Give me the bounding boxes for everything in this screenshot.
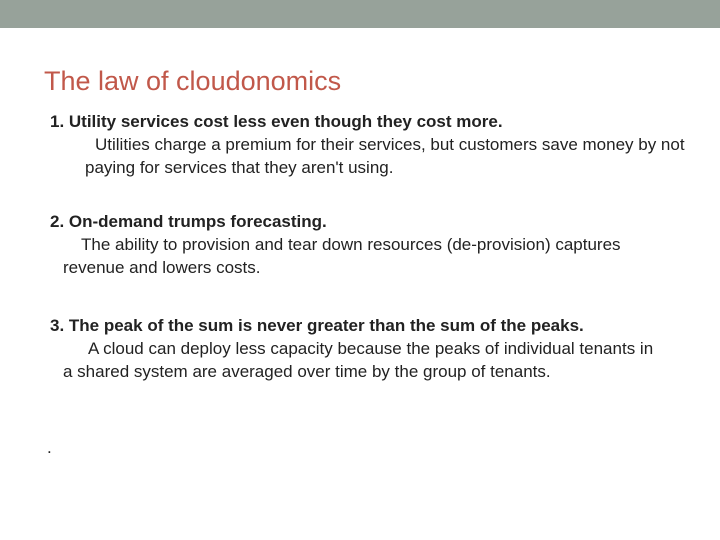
law-point-2 — [50, 210, 690, 279]
law-point-body: Utilities charge a premium for their services, but customers save money by not paying for services that they aren't using. — [85, 135, 685, 177]
slide-title: The law of cloudonomics — [44, 66, 342, 96]
law-point-heading: 1. Utility services cost less even though they cost more. — [50, 112, 503, 131]
top-accent-bar — [0, 0, 720, 28]
law-point-3 — [50, 314, 690, 383]
trailing-period: . — [47, 438, 52, 457]
law-point-heading: 2. On-demand trumps forecasting. — [50, 212, 327, 231]
law-point-body: The ability to provision and tear down resources (de-provision) captures revenue and lowers costs. — [63, 235, 621, 277]
law-point-heading: 3. The peak of the sum is never greater than the sum of the peaks. — [50, 316, 584, 335]
law-point-1 — [50, 110, 690, 179]
law-point-body: A cloud can deploy less capacity because the peaks of individual tenants in a shared system are averaged over time by the group of tenants. — [63, 339, 654, 381]
